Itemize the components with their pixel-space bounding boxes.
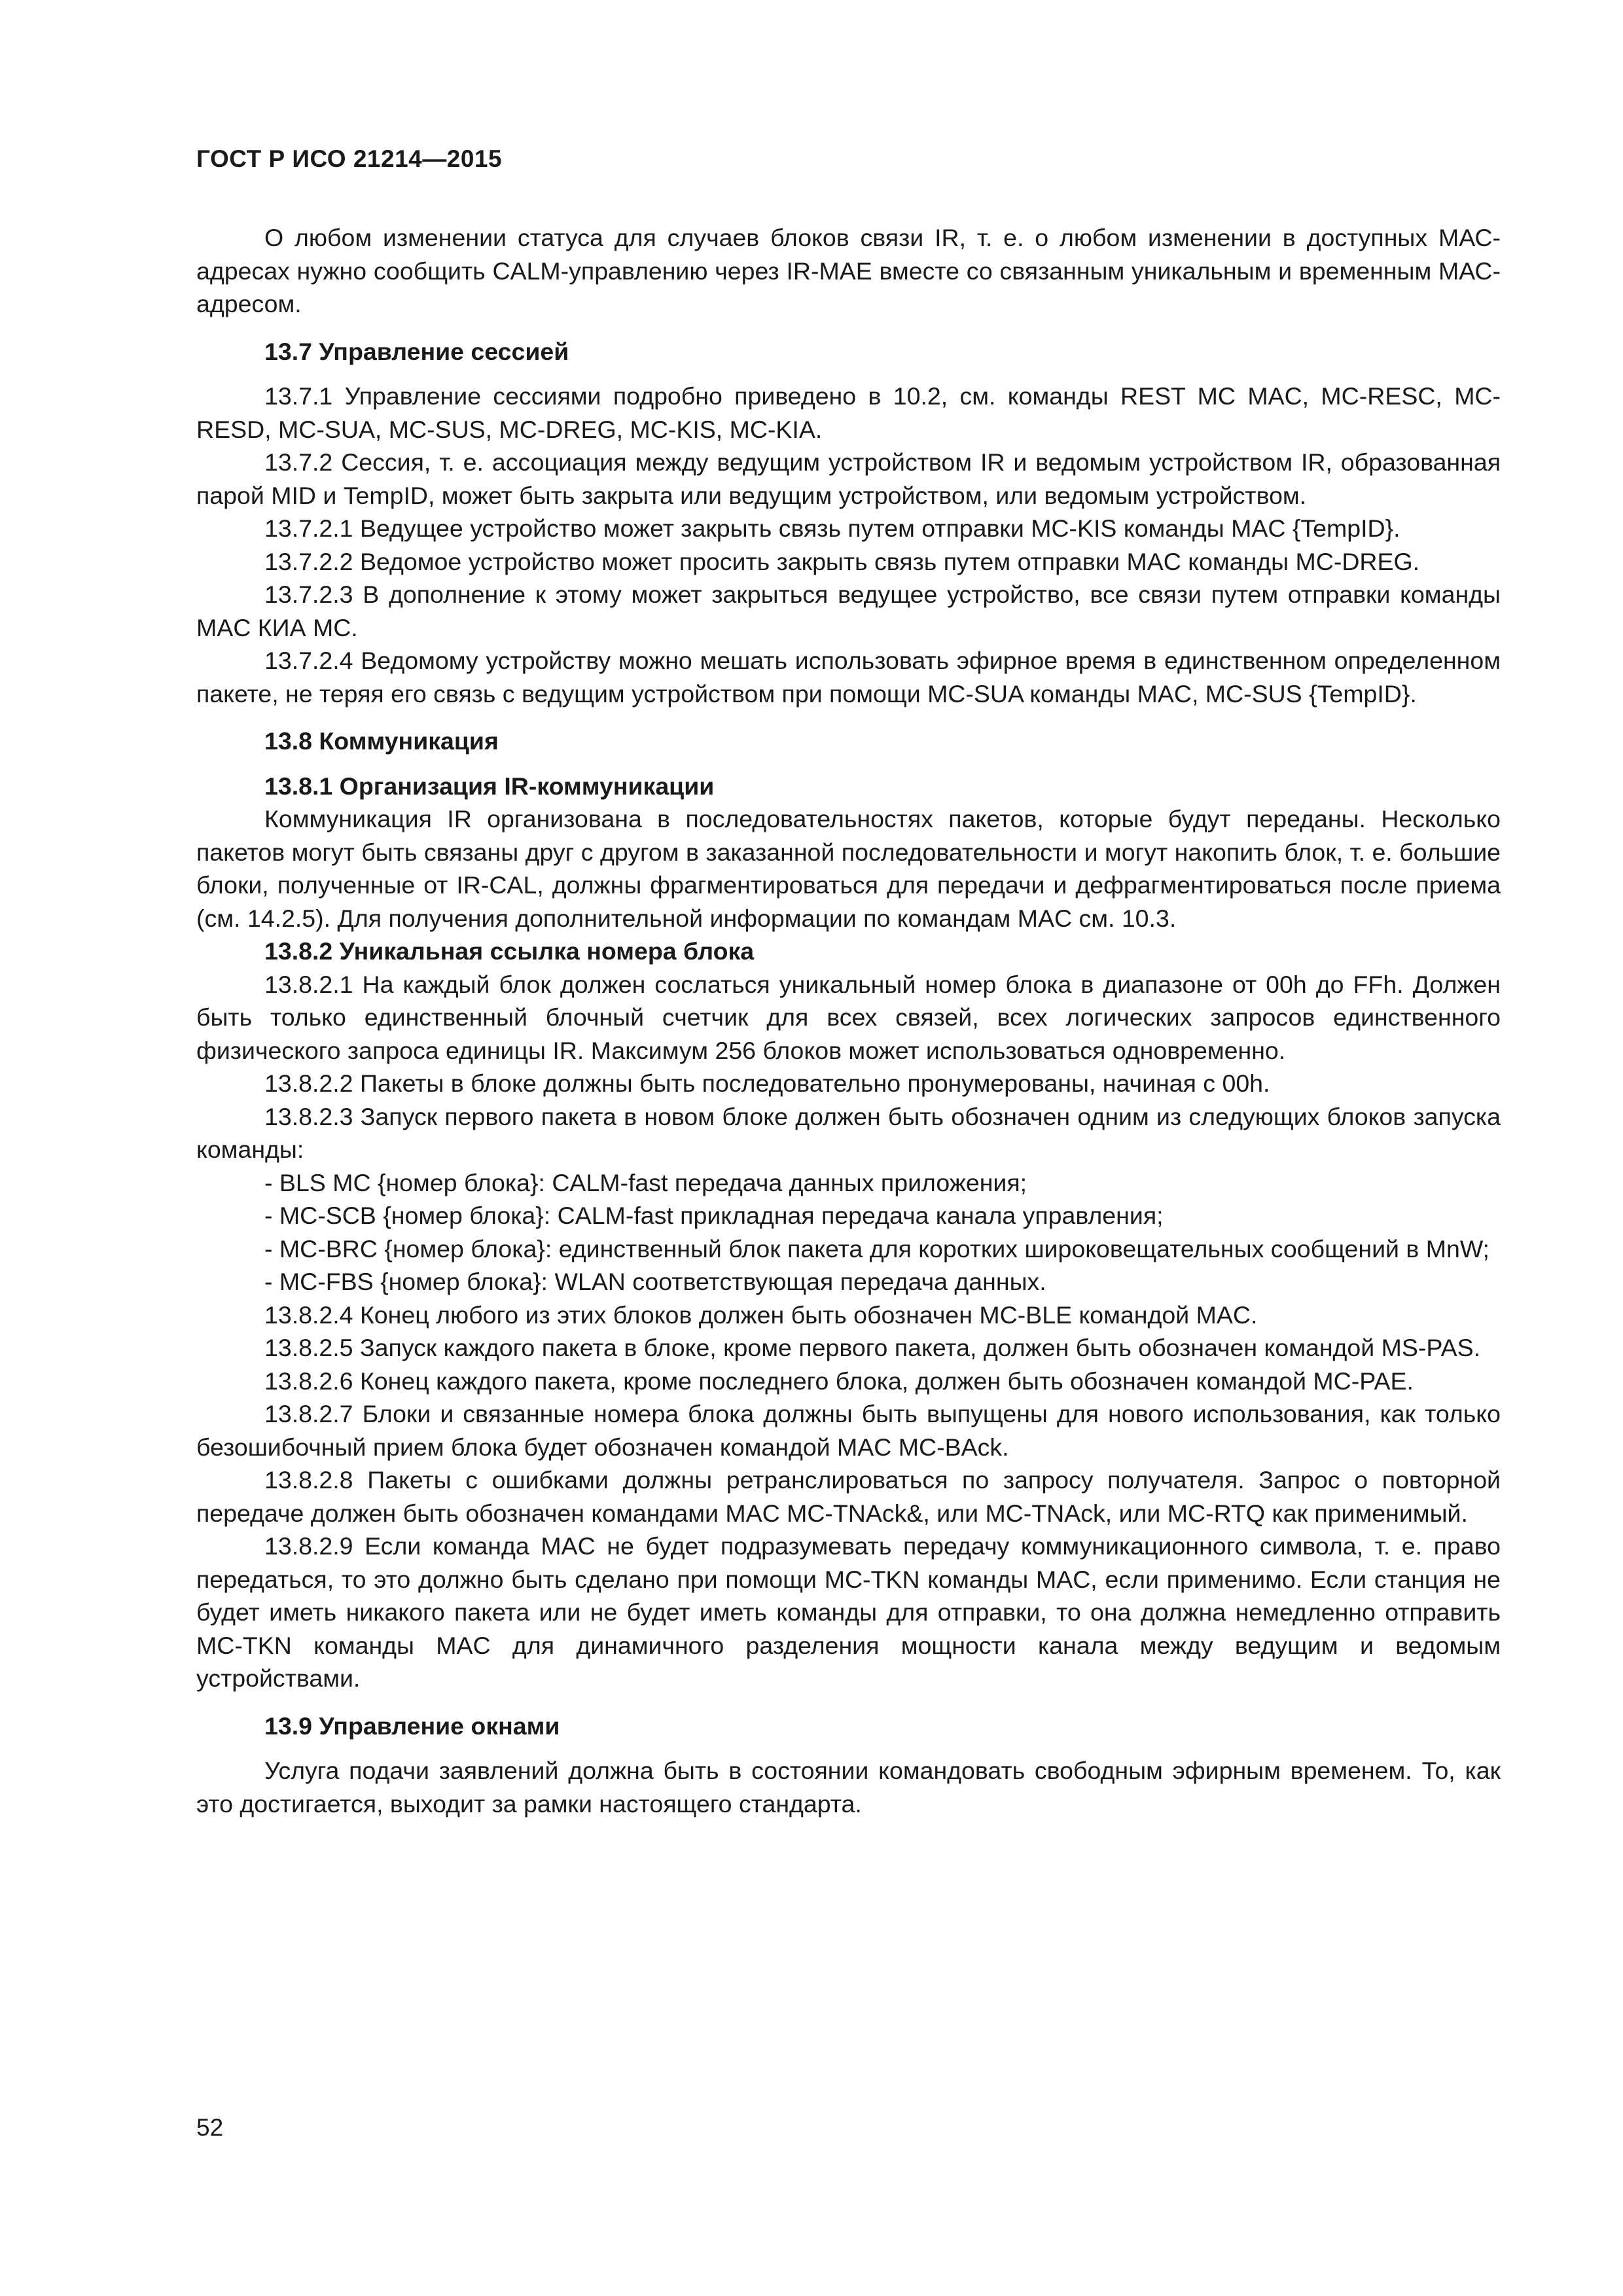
paragraph-13-8-2-8: 13.8.2.8 Пакеты с ошибками должны ретранслироваться по запросу получателя. Запрос о повторной передаче должен быть обозначен командами MAC MC-TNAck&, или MC-TNAck, или MC-RTQ как применимый. [196, 1466, 1501, 1527]
paragraph-13-7-2-3: 13.7.2.3 В дополнение к этому может закрыться ведущее устройство, все связи путем отправки команды MAC КИА MC. [196, 581, 1501, 641]
list-item: - MC-BRC {номер блока}: единственный блок пакета для коротких широковещательных сообщений в MnW; [264, 1234, 1489, 1263]
intro-paragraph: О любом изменении статуса для случаев блоков связи IR, т. е. о любом изменении в доступных МАС-адресах нужно сообщить CALM-управлению через IR-MAE вместе со связанным уникальным и временным МАС-адресом. [196, 224, 1501, 317]
paragraph-13-7-2-4: 13.7.2.4 Ведомому устройству можно мешать использовать эфирное время в единственном определенном пакете, не теряя его связь с ведущим устройством при помощи MC-SUA команды MAC, MC-SUS {TempID}. [196, 647, 1501, 708]
paragraph-13-8-2-6: 13.8.2.6 Конец каждого пакета, кроме последнего блока, должен быть обозначен командой MC-PAE. [264, 1367, 1414, 1395]
section-13-8-1-heading: 13.8.1 Организация IR-коммуникации [264, 772, 715, 800]
page-number: 52 [196, 2114, 224, 2141]
paragraph-13-9: Услуга подачи заявлений должна быть в состоянии командовать свободным эфирным временем. То, как это достигается, выходит за рамки настоящего стандарта. [196, 1757, 1501, 1818]
paragraph-13-7-2-1: 13.7.2.1 Ведущее устройство может закрыть связь путем отправки MC-KIS команды MAC {TempID}. [264, 514, 1400, 542]
paragraph-13-8-2-5: 13.8.2.5 Запуск каждого пакета в блоке, кроме первого пакета, должен быть обозначен командой MS-PAS. [264, 1334, 1481, 1361]
document-body [196, 221, 1501, 1820]
standard-header: ГОСТ Р ИСО 21214—2015 [196, 145, 503, 172]
section-13-7-heading: 13.7 Управление сессией [264, 337, 569, 365]
paragraph-13-8-2-7: 13.8.2.7 Блоки и связанные номера блока должны быть выпущены для нового использования, как только безошибочный прием блока будет обозначен командой MAC MC-BAck. [196, 1400, 1501, 1461]
list-item: - MC-SCB {номер блока}: CALM-fast прикладная передача канала управления; [264, 1202, 1164, 1229]
section-13-8-heading: 13.8 Коммуникация [264, 727, 499, 755]
section-13-9-heading: 13.9 Управление окнами [264, 1712, 560, 1740]
paragraph-13-8-2-2: 13.8.2.2 Пакеты в блоке должны быть последовательно пронумерованы, начиная с 00h. [264, 1069, 1270, 1097]
paragraph-13-8-2-9: 13.8.2.9 Если команда MAC не будет подразумевать передачу коммуникационного символа, т. е. право передаться, то это должно быть сделано при помощи MC-TKN команды MAC, если применимо. Если станция не будет иметь никакого пакета или не будет иметь команды для отправки, то она должна немедленно отправить MC-TKN команды MAC для динамичного разделения мощности канала между ведущим и ведомым устройствами. [196, 1532, 1501, 1692]
list-item: - MC-FBS {номер блока}: WLAN соответствующая передача данных. [264, 1268, 1046, 1295]
section-13-8-2-heading: 13.8.2 Уникальная ссылка номера блока [264, 937, 755, 965]
paragraph-13-7-2: 13.7.2 Сессия, т. е. ассоциация между ведущим устройством IR и ведомым устройством IR, образованная парой MID и TempID, может быть закрыта или ведущим устройством, или ведомым устройством. [196, 448, 1501, 509]
paragraph-13-8-2-4: 13.8.2.4 Конец любого из этих блоков должен быть обозначен MC-BLE командой MAC. [264, 1300, 1258, 1329]
paragraph-13-7-1: 13.7.1 Управление сессиями подробно приведено в 10.2, см. команды REST MC MAC, MC-RESC, MC-RESD, MC-SUA, MC-SUS, MC-DREG, MC-KIS, MC-KIA. [196, 382, 1501, 443]
paragraph-13-8-2-3: 13.8.2.3 Запуск первого пакета в новом блоке должен быть обозначен одним из следующих блоков запуска команды: [196, 1102, 1501, 1163]
paragraph-13-8-2-1: 13.8.2.1 На каждый блок должен сослаться уникальный номер блока в диапазоне от 00h до FFh. Должен быть только единственный блочный счетчик для всех связей, всех логических запросов единственного физического запроса единицы IR. Максимум 256 блоков может использоваться одновременно. [196, 970, 1501, 1064]
paragraph-13-7-2-2: 13.7.2.2 Ведомое устройство может просить закрыть связь путем отправки MAC команды MC-DREG. [264, 547, 1420, 575]
paragraph-13-8-1: Коммуникация IR организована в последовательностях пакетов, которые будут переданы. Несколько пакетов могут быть связаны друг с другом в заказанной последовательности и могут накопить блок, т. е. большие блоки, полученные от IR-CAL, должны фрагментироваться для передачи и дефрагментироваться после приема (см. 14.2.5). Для получения дополнительной информации по командам MAC см. 10.3. [196, 805, 1501, 932]
list-item: - BLS MC {номер блока}: CALM-fast передача данных приложения; [264, 1168, 1027, 1196]
